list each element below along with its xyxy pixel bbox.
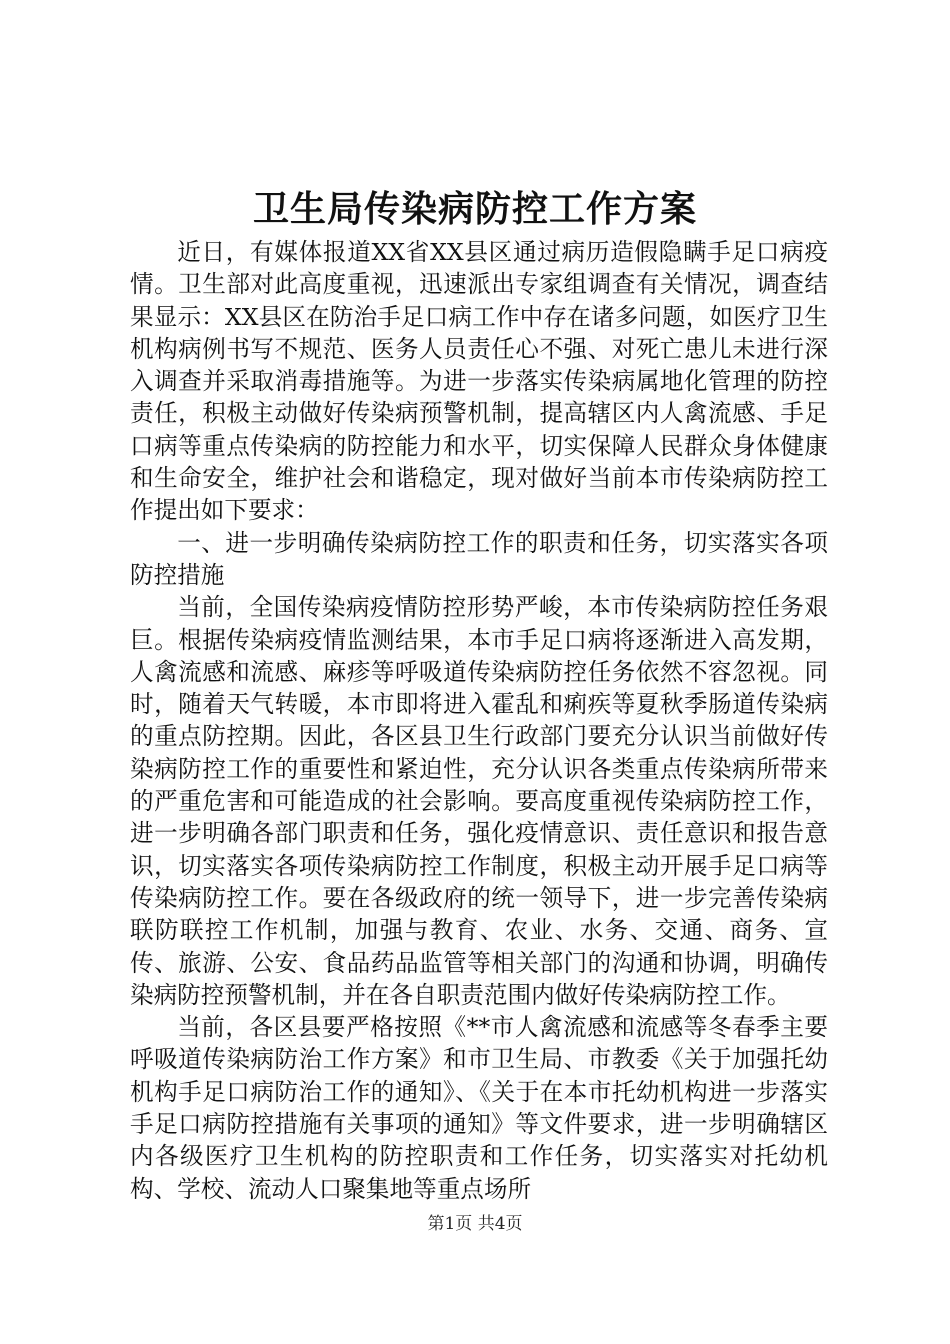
- document-body: [130, 236, 828, 1205]
- paragraph-requirements: 当前，各区县要严格按照《**市人禽流感和流感等冬春季主要呼吸道传染病防治工作方案》和市卫生局、市教委《关于加强托幼机构手足口病防治工作的通知》、《关于在本市托幼机构进一步落实手足口病防控措施有关事项的通知》等文件要求，进一步明确辖区内各级医疗卫生机构的防控职责和工作任务，切实落实对托幼机构、学校、流动人口聚集地等重点场所: [130, 1013, 828, 1203]
- document-title: 卫生局传染病防控工作方案: [252, 188, 697, 230]
- paragraph-situation: 当前，全国传染病疫情防控形势严峻，本市传染病防控任务艰巨。根据传染病疫情监测结果，本市手足口病将逐渐进入高发期，人禽流感和流感、麻疹等呼吸道传染病防控任务依然不容忽视。同时，随着天气转暖，本市即将进入霍乱和痢疾等夏秋季肠道传染病的重点防控期。因此，各区县卫生行政部门要充分认识当前做好传染病防控工作的重要性和紧迫性，充分认识各类重点传染病所带来的严重危害和可能造成的社会影响。要高度重视传染病防控工作，进一步明确各部门职责和任务，强化疫情意识、责任意识和报告意识，切实落实各项传染病防控工作制度，积极主动开展手足口病等传染病防控工作。要在各级政府的统一领导下，进一步完善传染病联防联控工作机制，加强与教育、农业、水务、交通、商务、宣传、旅游、公安、食品药品监管等相关部门的沟通和协调，明确传染病防控预警机制，并在各自职责范围内做好传染病防控工作。: [130, 593, 828, 1009]
- paragraph-intro: 近日，有媒体报道XX省XX县区通过病历造假隐瞒手足口病疫情。卫生部对此高度重视，迅速派出专家组调查有关情况，调查结果显示：XX县区在防治手足口病工作中存在诸多问题，如医疗卫生机构病例书写不规范、医务人员责任心不强、对死亡患儿未进行深入调查并采取消毒措施等。为进一步落实传染病属地化管理的防控责任，积极主动做好传染病预警机制，提高辖区内人禽流感、手足口病等重点传染病的防控能力和水平，切实保障人民群众身体健康和生命安全，维护社会和谐稳定，现对做好当前本市传染病防控工作提出如下要求：: [130, 238, 828, 525]
- paragraph-section-heading: 一、进一步明确传染病防控工作的职责和任务，切实落实各项防控措施: [130, 528, 828, 589]
- page-number: 第1页 共4页: [427, 1214, 523, 1234]
